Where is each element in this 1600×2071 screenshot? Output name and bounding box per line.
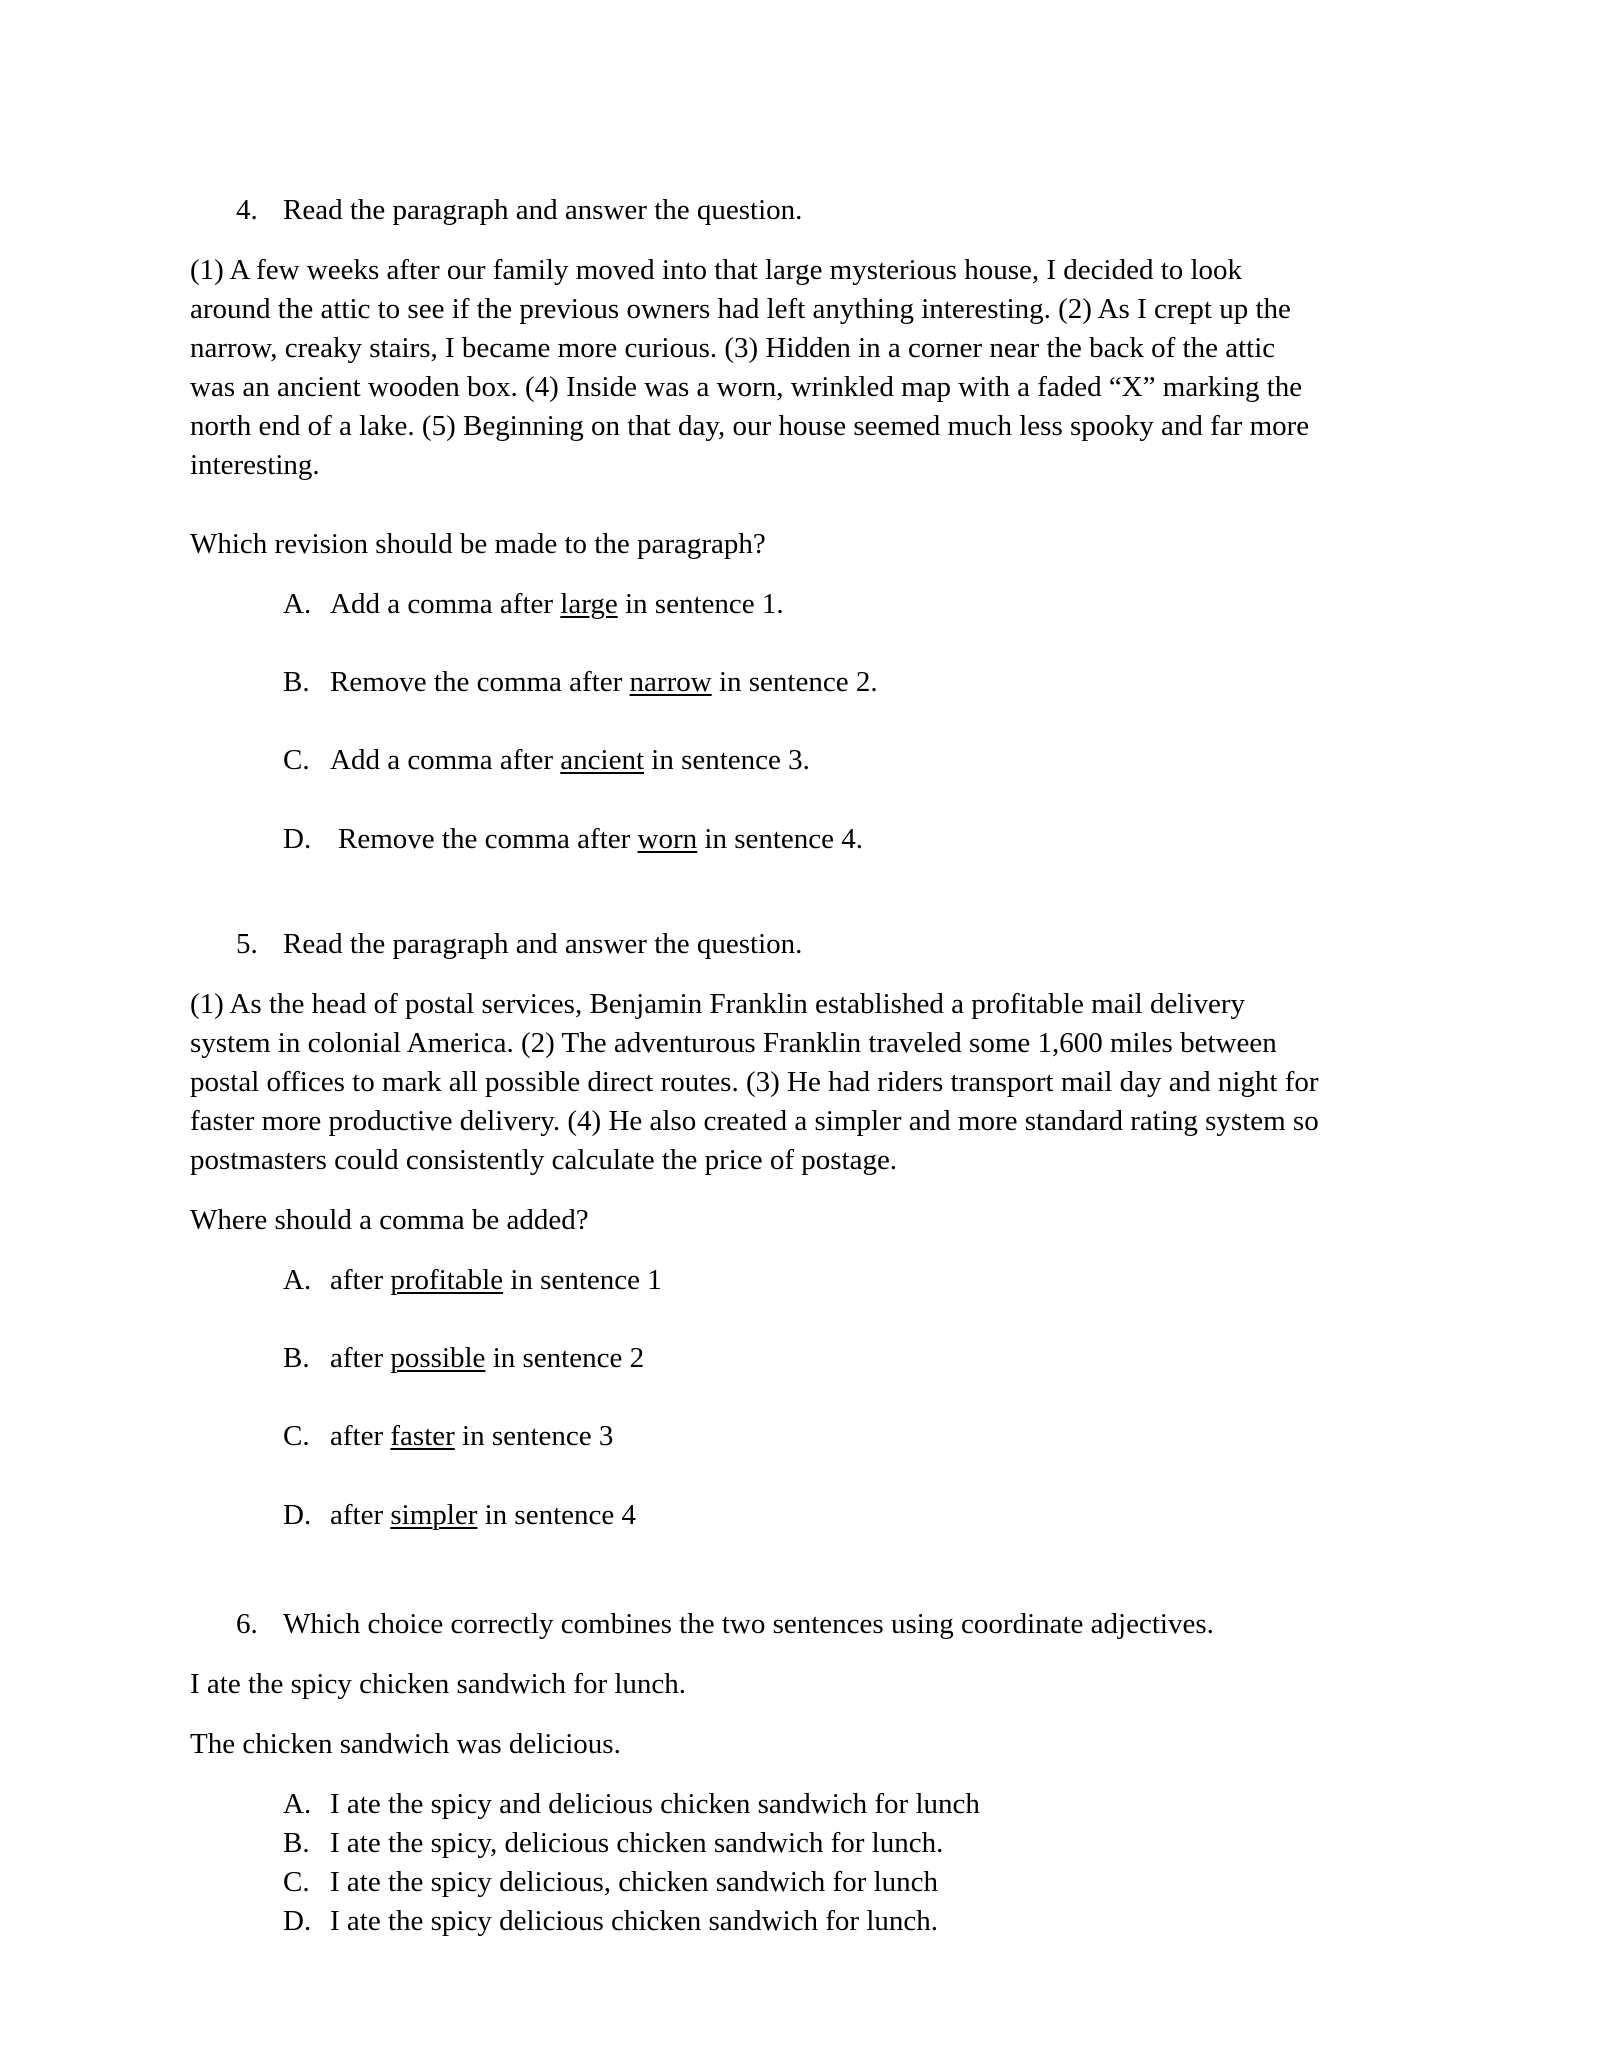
underlined-word: profitable — [390, 1264, 504, 1296]
question-paragraph — [190, 251, 1450, 485]
option-letter: B. — [283, 1342, 310, 1374]
option-letter: D. — [283, 1499, 312, 1531]
question-prompt: Read the paragraph and answer the question. — [283, 928, 803, 960]
underlined-word: simpler — [390, 1499, 478, 1531]
option-text: I ate the spicy delicious, chicken sandwich for lunch — [330, 1866, 938, 1898]
paragraph-line: was an ancient wooden box. (4) Inside was a worn, wrinkled map with a faded “X” marking the — [190, 371, 1303, 403]
option-letter: A. — [283, 1788, 312, 1820]
paragraph-line: postal offices to mark all possible direct routes. (3) He had riders transport mail day and night for — [190, 1066, 1319, 1098]
option-letter: D. — [283, 823, 312, 855]
option-letter: A. — [283, 1264, 312, 1296]
option-text: Add a comma after ancient in sentence 3. — [330, 744, 810, 776]
option-text: after possible in sentence 2 — [330, 1342, 645, 1374]
option-letter: C. — [283, 1420, 310, 1452]
underlined-word: large — [560, 588, 618, 620]
option-letter: A. — [283, 588, 312, 620]
paragraph-line: faster more productive delivery. (4) He also created a simpler and more standard rating system so — [190, 1105, 1319, 1137]
question-number: 5. — [236, 928, 258, 960]
source-sentence: The chicken sandwich was delicious. — [190, 1728, 621, 1760]
option-text: I ate the spicy and delicious chicken sandwich for lunch — [330, 1788, 980, 1820]
paragraph-line: system in colonial America. (2) The adventurous Franklin traveled some 1,600 miles between — [190, 1027, 1277, 1059]
question-number: 4. — [236, 194, 258, 226]
option-text: I ate the spicy delicious chicken sandwich for lunch. — [330, 1905, 938, 1937]
paragraph-line: postmasters could consistently calculate the price of postage. — [190, 1144, 898, 1176]
option-letter: B. — [283, 1827, 310, 1859]
underlined-word: narrow — [629, 666, 712, 698]
paragraph-line: around the attic to see if the previous owners had left anything interesting. (2) As I crept up the — [190, 293, 1291, 325]
paragraph-line: narrow, creaky stairs, I became more curious. (3) Hidden in a corner near the back of the attic — [190, 332, 1276, 364]
underlined-word: ancient — [560, 744, 645, 776]
option-letter: D. — [283, 1905, 312, 1937]
paragraph-line: (1) As the head of postal services, Benjamin Franklin established a profitable mail delivery — [190, 988, 1245, 1020]
paragraph-line: north end of a lake. (5) Beginning on that day, our house seemed much less spooky and far more — [190, 410, 1310, 442]
option-text: I ate the spicy, delicious chicken sandwich for lunch. — [330, 1827, 944, 1859]
underlined-word: faster — [390, 1420, 455, 1452]
question-paragraph — [190, 985, 1450, 1180]
paragraph-line: interesting. — [190, 449, 320, 481]
source-sentence: I ate the spicy chicken sandwich for lunch. — [190, 1668, 687, 1700]
question-text: Which revision should be made to the paragraph? — [190, 528, 766, 560]
option-text: Remove the comma after worn in sentence 4. — [338, 823, 864, 855]
option-text: Add a comma after large in sentence 1. — [330, 588, 784, 620]
underlined-word: worn — [637, 823, 698, 855]
option-letter: C. — [283, 1866, 310, 1898]
option-text: Remove the comma after narrow in sentence 2. — [330, 666, 878, 698]
option-letter: C. — [283, 744, 310, 776]
question-prompt: Which choice correctly combines the two sentences using coordinate adjectives. — [283, 1608, 1214, 1640]
underlined-word: possible — [390, 1342, 486, 1374]
option-letter: B. — [283, 666, 310, 698]
option-text: after simpler in sentence 4 — [330, 1499, 637, 1531]
option-text: after profitable in sentence 1 — [330, 1264, 662, 1296]
question-text: Where should a comma be added? — [190, 1204, 589, 1236]
question-prompt: Read the paragraph and answer the question. — [283, 194, 803, 226]
question-number: 6. — [236, 1608, 258, 1640]
option-text: after faster in sentence 3 — [330, 1420, 614, 1452]
paragraph-line: (1) A few weeks after our family moved into that large mysterious house, I decided to look — [190, 254, 1243, 286]
